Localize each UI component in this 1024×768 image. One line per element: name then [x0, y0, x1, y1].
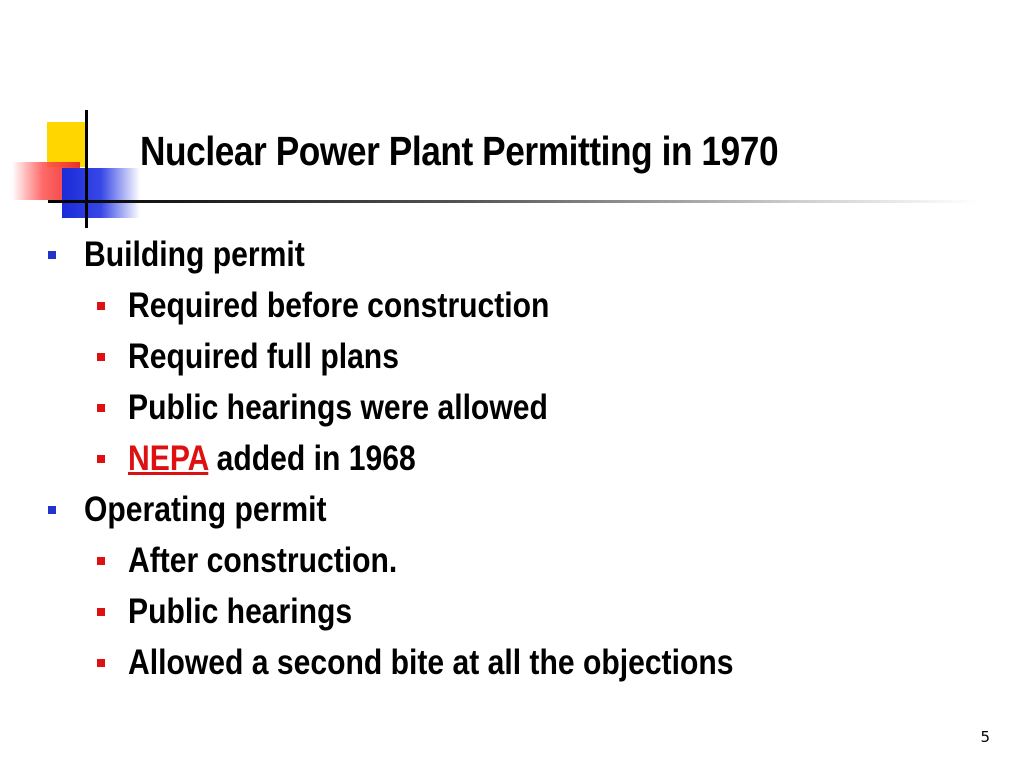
sub-list-item-nepa: [97, 434, 463, 484]
nepa-link[interactable]: NEPA: [128, 439, 209, 478]
title-decoration: [0, 100, 160, 240]
sub-list-item: [97, 587, 389, 637]
square-bullet-icon: [97, 353, 105, 361]
square-bullet-icon: [48, 251, 56, 259]
sub-list-item: [97, 332, 443, 382]
title-underline: [48, 200, 978, 203]
sub-list-item: [97, 281, 618, 331]
nepa-rest-text: added in 1968: [208, 439, 416, 478]
list-item-label: Operating permit: [84, 490, 327, 529]
square-bullet-icon: [48, 506, 56, 514]
sub-list-item: [97, 638, 832, 688]
square-bullet-icon: [97, 557, 105, 565]
decoration-yellow-square: [47, 122, 87, 167]
square-bullet-icon: [97, 608, 105, 616]
sub-list-item: [97, 383, 616, 433]
list-item-label: Building permit: [84, 235, 305, 274]
sub-list-item-label: Required full plans: [128, 337, 399, 376]
decoration-vertical-line: [85, 110, 88, 228]
sub-list-item-label: [128, 439, 416, 479]
square-bullet-icon: [97, 404, 105, 412]
sub-list-item-label: Required before construction: [128, 286, 550, 325]
square-bullet-icon: [97, 659, 105, 667]
sub-list-item-label: Allowed a second bite at all the objections: [128, 643, 734, 682]
decoration-blue-square: [62, 168, 140, 218]
page-number: 5: [980, 728, 990, 746]
sub-list-item-label: After construction.: [128, 541, 398, 580]
square-bullet-icon: [97, 302, 105, 310]
slide-title: Nuclear Power Plant Permitting in 1970: [140, 128, 779, 174]
list-item-operating-permit: [48, 485, 366, 535]
list-item-building-permit: [48, 230, 341, 280]
sub-list-item-label: Public hearings: [128, 592, 353, 631]
sub-list-item: [97, 536, 441, 586]
sub-list-item-label: Public hearings were allowed: [128, 388, 548, 427]
square-bullet-icon: [97, 455, 105, 463]
